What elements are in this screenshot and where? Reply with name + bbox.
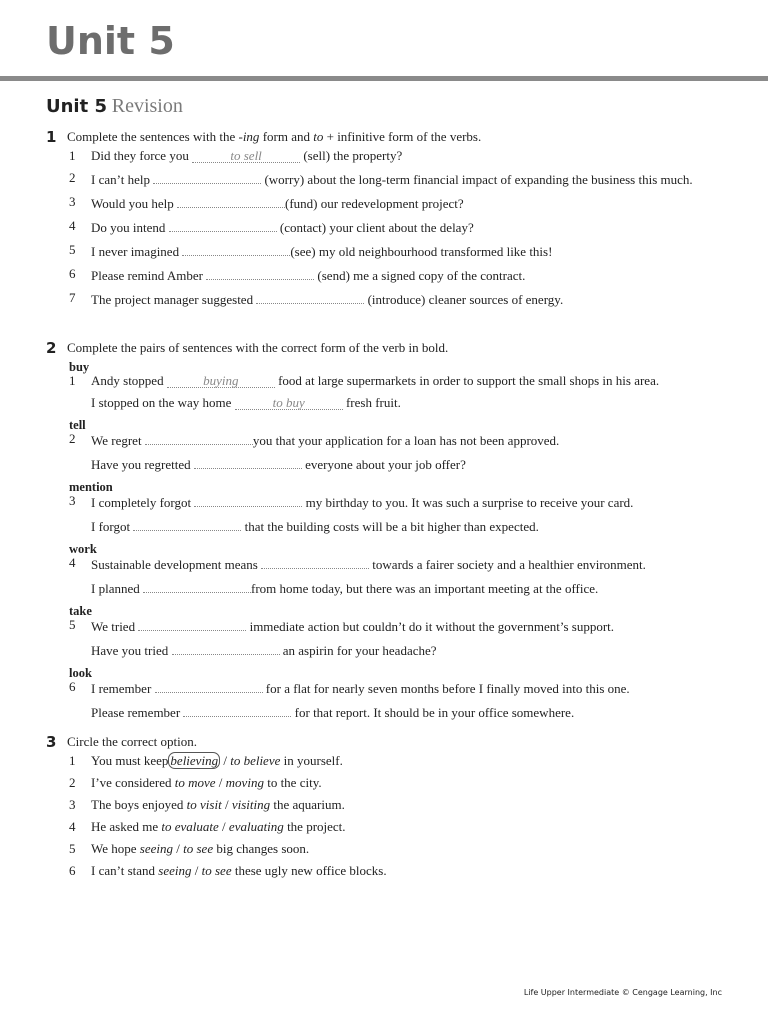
exercise-item: [46, 556, 726, 572]
item-number: 6: [69, 863, 76, 878]
item-text-before: The project manager suggested: [91, 292, 257, 307]
option-two[interactable]: moving: [225, 775, 264, 790]
item-text-after: (fund) our redevelopment project?: [284, 196, 464, 211]
exercise-item: [46, 776, 726, 790]
section-unit: Unit 5: [46, 96, 107, 117]
item-text-after: (send) me a signed copy of the contract.: [314, 268, 526, 283]
item-text-after: (sell) the property?: [300, 148, 403, 163]
answer-blank[interactable]: [183, 704, 291, 717]
item-number: 1: [69, 373, 76, 388]
item-text-after: the aquarium.: [270, 797, 345, 812]
exercise-1: [46, 128, 726, 315]
exercise-number: 2: [46, 339, 57, 357]
item-text-before: I’ve considered: [91, 775, 175, 790]
item-text-after: to the city.: [263, 775, 322, 790]
item-number: 4: [69, 555, 76, 570]
item-number: 1: [69, 753, 76, 768]
option-two[interactable]: visiting: [231, 797, 271, 812]
answer-blank[interactable]: [182, 243, 290, 256]
answer-blank[interactable]: [145, 432, 253, 445]
item-number: 2: [69, 431, 76, 446]
verb-label: look: [69, 666, 92, 680]
item-number: 7: [69, 290, 76, 305]
item-text-after: from home today, but there was an important meeting at the office.: [250, 581, 599, 596]
item-text-before: I planned: [91, 581, 143, 596]
exercise-item: [46, 618, 726, 634]
exercise-subitem: [46, 642, 726, 658]
exercise-item: [46, 195, 726, 211]
item-text-after: an aspirin for your headache?: [279, 643, 437, 658]
exercise-item: [46, 149, 726, 163]
item-text-before: I stopped on the way home: [91, 395, 235, 410]
option-separator: /: [215, 775, 226, 790]
exercise-number: 3: [46, 733, 57, 751]
exercise-subitem: [46, 396, 726, 410]
exercise-item: [46, 243, 726, 259]
answer-blank[interactable]: [261, 556, 369, 569]
item-number: 5: [69, 841, 76, 856]
item-text-before: Have you tried: [91, 643, 172, 658]
exercise-item: [46, 374, 726, 388]
item-number: 6: [69, 266, 76, 281]
item-text-before: Do you intend: [91, 220, 169, 235]
item-text-after: these ugly new office blocks.: [231, 863, 387, 878]
item-text-after: food at large supermarkets in order to support the small shops in his area.: [274, 373, 660, 388]
exercise-item: [46, 798, 726, 812]
exercise-item: [46, 171, 726, 187]
exercise-item: [46, 432, 726, 448]
footer-copyright: Life Upper Intermediate © Cengage Learning, Inc: [523, 988, 722, 997]
item-text-after: for a flat for nearly seven months before I finally moved into this one.: [262, 681, 630, 696]
item-text-after: everyone about your job offer?: [301, 457, 466, 472]
item-number: 4: [69, 218, 76, 233]
option-two[interactable]: evaluating: [228, 819, 284, 834]
item-text-before: You must keep: [91, 753, 169, 768]
item-text-before: I can’t stand: [91, 863, 159, 878]
answer-blank[interactable]: [194, 494, 302, 507]
answer-blank[interactable]: [172, 642, 280, 655]
option-separator: /: [221, 797, 232, 812]
item-number: 2: [69, 170, 76, 185]
exercise-3: [46, 733, 726, 886]
section-label: Revision: [111, 95, 183, 117]
option-one[interactable]: seeing: [158, 863, 192, 878]
header-rule: [0, 76, 768, 81]
exercise-subitem: [46, 704, 726, 720]
item-text-before: We tried: [91, 619, 139, 634]
answer-blank[interactable]: to sell: [192, 150, 300, 163]
item-number: 1: [69, 148, 76, 163]
answer-blank[interactable]: [177, 195, 285, 208]
item-text-before: We regret: [91, 433, 145, 448]
item-text-before: Would you help: [91, 196, 177, 211]
option-two[interactable]: to see: [183, 841, 214, 856]
item-text-before: I can’t help: [91, 172, 154, 187]
item-text-before: We hope: [91, 841, 140, 856]
exercise-item: [46, 267, 726, 283]
item-number: 2: [69, 775, 76, 790]
option-one[interactable]: to evaluate: [161, 819, 219, 834]
answer-blank[interactable]: [169, 219, 277, 232]
item-text-before: I forgot: [91, 519, 134, 534]
item-number: 3: [69, 797, 76, 812]
item-text-after: for that report. It should be in your office somewhere.: [291, 705, 575, 720]
item-text-before: The boys enjoyed: [91, 797, 187, 812]
item-text-before: Have you regretted: [91, 457, 194, 472]
item-text-after: big changes soon.: [213, 841, 310, 856]
option-one[interactable]: believing: [170, 753, 219, 768]
item-text-after: (see) my old neighbourhood transformed like this!: [290, 244, 553, 259]
item-text-before: I completely forgot: [91, 495, 195, 510]
item-text-after: immediate action but couldn’t do it without the government’s support.: [246, 619, 615, 634]
item-text-before: Did they force you: [91, 148, 193, 163]
answer-blank[interactable]: [133, 518, 241, 531]
item-text-after: towards a fairer society and a healthier environment.: [369, 557, 646, 572]
exercise-item: [46, 680, 726, 696]
verb-label: work: [69, 542, 97, 556]
item-text-before: Andy stopped: [91, 373, 167, 388]
exercise-item: [46, 820, 726, 834]
unit-title: Unit 5: [46, 19, 175, 63]
answer-blank[interactable]: to buy: [235, 397, 343, 410]
option-two[interactable]: to see: [201, 863, 232, 878]
item-text-after: (contact) your client about the delay?: [276, 220, 474, 235]
option-separator: /: [173, 841, 184, 856]
exercise-item: [46, 754, 726, 768]
exercise-instruction: Complete the pairs of sentences with the correct form of the verb in bold.: [67, 340, 449, 355]
exercise-instruction: Complete the sentences with the -ing form and to + infinitive form of the verbs.: [67, 129, 482, 144]
item-text-after: my birthday to you. It was such a surprise to receive your card.: [302, 495, 634, 510]
answer-blank[interactable]: [256, 291, 364, 304]
option-separator: /: [220, 753, 231, 768]
exercise-1-items: [46, 149, 726, 307]
item-number: 3: [69, 194, 76, 209]
item-text-after: fresh fruit.: [342, 395, 401, 410]
exercise-item: [46, 864, 726, 878]
item-text-after: you that your application for a loan has not been approved.: [252, 433, 560, 448]
exercise-instruction: Circle the correct option.: [67, 734, 197, 749]
exercise-2-groups: [46, 360, 726, 720]
verb-label: take: [69, 604, 92, 618]
item-text-before: He asked me: [91, 819, 162, 834]
answer-blank[interactable]: [194, 456, 302, 469]
exercise-2: [46, 339, 726, 728]
exercise-item: [46, 291, 726, 307]
option-separator: /: [218, 819, 229, 834]
exercise-number: 1: [46, 128, 57, 146]
answer-blank[interactable]: buying: [167, 375, 275, 388]
option-one[interactable]: to move: [174, 775, 216, 790]
item-text-before: I remember: [91, 681, 155, 696]
exercise-item: [46, 494, 726, 510]
option-one[interactable]: seeing: [139, 841, 173, 856]
item-number: 5: [69, 242, 76, 257]
item-text-before: Sustainable development means: [91, 557, 262, 572]
exercise-subitem: [46, 518, 726, 534]
answer-blank[interactable]: [153, 171, 261, 184]
item-text-after: the project.: [283, 819, 346, 834]
item-text-after: in yourself.: [280, 753, 343, 768]
verb-label: mention: [69, 480, 113, 494]
section-title: [46, 95, 183, 118]
option-separator: /: [191, 863, 202, 878]
item-text-before: Please remember: [91, 705, 184, 720]
item-number: 3: [69, 493, 76, 508]
answer-blank[interactable]: [155, 680, 263, 693]
answer-blank[interactable]: [206, 267, 314, 280]
verb-label: buy: [69, 360, 90, 374]
item-text-after: (introduce) cleaner sources of energy.: [364, 292, 564, 307]
exercise-3-items: [46, 754, 726, 878]
exercise-subitem: [46, 580, 726, 596]
option-two[interactable]: to believe: [230, 753, 281, 768]
item-text-after: that the building costs will be a bit higher than expected.: [241, 519, 539, 534]
verb-label: tell: [69, 418, 86, 432]
answer-blank[interactable]: [143, 580, 251, 593]
exercise-subitem: [46, 456, 726, 472]
item-text-before: Please remind Amber: [91, 268, 207, 283]
item-number: 5: [69, 617, 76, 632]
answer-blank[interactable]: [138, 618, 246, 631]
option-one[interactable]: to visit: [186, 797, 222, 812]
item-number: 4: [69, 819, 76, 834]
item-number: 6: [69, 679, 76, 694]
exercise-item: [46, 219, 726, 235]
item-text-before: I never imagined: [91, 244, 183, 259]
exercise-item: [46, 842, 726, 856]
item-text-after: (worry) about the long-term financial impact of expanding the business this much.: [261, 172, 693, 187]
